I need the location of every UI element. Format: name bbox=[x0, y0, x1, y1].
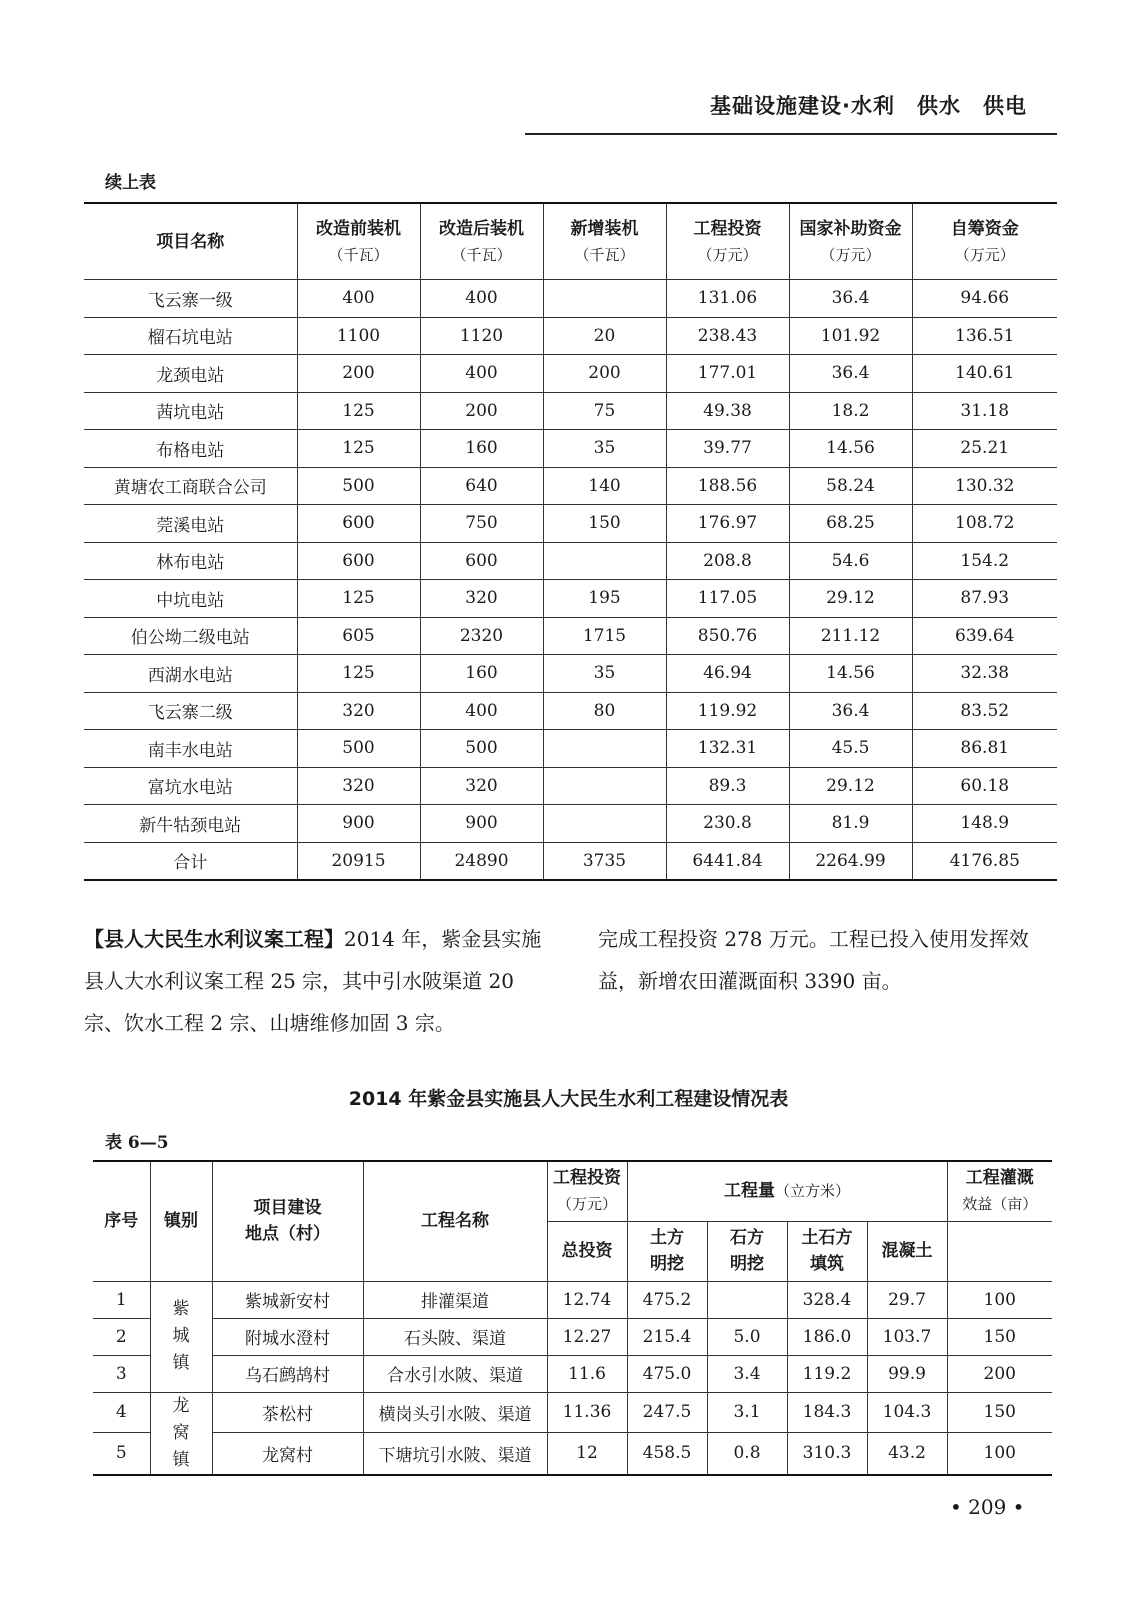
table-header-row bbox=[84, 203, 1057, 280]
table-cell: 160 bbox=[420, 655, 543, 693]
table-cell: 3.4 bbox=[707, 1355, 787, 1392]
table-row bbox=[93, 1318, 1052, 1355]
table-cell: 58.24 bbox=[789, 467, 912, 505]
table-cell: 18.2 bbox=[789, 392, 912, 430]
hydropower-table bbox=[84, 202, 1057, 881]
table-cell: 86.81 bbox=[912, 730, 1057, 768]
table-cell: 0.8 bbox=[707, 1433, 787, 1475]
table-cell: 31.18 bbox=[912, 392, 1057, 430]
table-cell: 茜坑电站 bbox=[84, 392, 297, 430]
table-cell: 94.66 bbox=[912, 280, 1057, 318]
table-cell: 208.8 bbox=[666, 542, 789, 580]
table-cell: 125 bbox=[297, 392, 420, 430]
table-row bbox=[84, 767, 1057, 805]
table-cell: 32.38 bbox=[912, 655, 1057, 693]
table-cell: 5 bbox=[93, 1433, 150, 1475]
table-cell: 104.3 bbox=[867, 1392, 947, 1433]
table-continued-label: 续上表 bbox=[105, 173, 156, 193]
table-row bbox=[84, 617, 1057, 655]
table-row bbox=[84, 505, 1057, 543]
table-row bbox=[93, 1433, 1052, 1475]
table-cell: 125 bbox=[297, 430, 420, 468]
table-cell: 176.97 bbox=[666, 505, 789, 543]
table-cell: 119.92 bbox=[666, 692, 789, 730]
col-header: 镇别 bbox=[150, 1161, 212, 1281]
table-row bbox=[84, 317, 1057, 355]
table-cell: 45.5 bbox=[789, 730, 912, 768]
table-cell: 150 bbox=[543, 505, 666, 543]
col-header: 石方 明挖 bbox=[707, 1221, 787, 1281]
table-cell: 750 bbox=[420, 505, 543, 543]
table-cell: 36.4 bbox=[789, 280, 912, 318]
table-cell: 108.72 bbox=[912, 505, 1057, 543]
table-cell bbox=[543, 542, 666, 580]
table-cell: 400 bbox=[420, 355, 543, 393]
col-header: 改造前装机 （千瓦） bbox=[297, 203, 420, 280]
table-cell: 136.51 bbox=[912, 317, 1057, 355]
table-cell: 850.76 bbox=[666, 617, 789, 655]
table-cell: 328.4 bbox=[787, 1281, 867, 1318]
col-header: 土方 明挖 bbox=[627, 1221, 707, 1281]
table-cell: 195 bbox=[543, 580, 666, 618]
table-row bbox=[84, 542, 1057, 580]
table-cell: 11.6 bbox=[547, 1355, 627, 1392]
table-cell: 林布电站 bbox=[84, 542, 297, 580]
table-cell: 12 bbox=[547, 1433, 627, 1475]
table-cell: 458.5 bbox=[627, 1433, 707, 1475]
table-cell: 1 bbox=[93, 1281, 150, 1318]
table-cell: 900 bbox=[297, 805, 420, 843]
table-cell: 68.25 bbox=[789, 505, 912, 543]
col-header: 混凝土 bbox=[867, 1221, 947, 1281]
table-cell: 3735 bbox=[543, 842, 666, 880]
table-cell: 飞云寨二级 bbox=[84, 692, 297, 730]
water-project-table bbox=[93, 1160, 1052, 1476]
table-cell: 20915 bbox=[297, 842, 420, 880]
table-row bbox=[84, 355, 1057, 393]
table-cell: 横岗头引水陂、渠道 bbox=[363, 1392, 547, 1433]
table-cell: 130.32 bbox=[912, 467, 1057, 505]
paragraph-right: 完成工程投资 278 万元。工程已投入使用发挥效益，新增农田灌溉面积 3390 亩。 bbox=[598, 927, 1029, 993]
table-cell: 1120 bbox=[420, 317, 543, 355]
col-header: 新增装机 （千瓦） bbox=[543, 203, 666, 280]
table-cell: 布格电站 bbox=[84, 430, 297, 468]
table-cell: 富坑水电站 bbox=[84, 767, 297, 805]
table-cell: 600 bbox=[297, 542, 420, 580]
table-cell: 101.92 bbox=[789, 317, 912, 355]
table-cell bbox=[543, 730, 666, 768]
table-cell: 320 bbox=[297, 767, 420, 805]
table-cell: 下塘坑引水陂、渠道 bbox=[363, 1433, 547, 1475]
table-cell: 25.21 bbox=[912, 430, 1057, 468]
col-header: 工程名称 bbox=[363, 1161, 547, 1281]
table-cell: 639.64 bbox=[912, 617, 1057, 655]
table-cell: 排灌渠道 bbox=[363, 1281, 547, 1318]
table-cell: 87.93 bbox=[912, 580, 1057, 618]
table-cell: 119.2 bbox=[787, 1355, 867, 1392]
table-cell bbox=[707, 1281, 787, 1318]
table-cell: 20 bbox=[543, 317, 666, 355]
table-cell: 177.01 bbox=[666, 355, 789, 393]
table-cell: 100 bbox=[947, 1433, 1052, 1475]
table-cell: 186.0 bbox=[787, 1318, 867, 1355]
table-cell: 140.61 bbox=[912, 355, 1057, 393]
col-header: 土石方 填筑 bbox=[787, 1221, 867, 1281]
table-cell: 132.31 bbox=[666, 730, 789, 768]
col-header: 工程投资 （万元） bbox=[666, 203, 789, 280]
table-cell: 龙颈电站 bbox=[84, 355, 297, 393]
table-cell: 南丰水电站 bbox=[84, 730, 297, 768]
table-row bbox=[84, 805, 1057, 843]
table-cell: 2 bbox=[93, 1318, 150, 1355]
table-cell: 46.94 bbox=[666, 655, 789, 693]
table-cell: 80 bbox=[543, 692, 666, 730]
table-cell: 36.4 bbox=[789, 692, 912, 730]
table-cell: 14.56 bbox=[789, 430, 912, 468]
table-row bbox=[93, 1392, 1052, 1433]
table-cell: 150 bbox=[947, 1392, 1052, 1433]
table-cell: 83.52 bbox=[912, 692, 1057, 730]
table-cell: 4 bbox=[93, 1392, 150, 1433]
table-cell: 西湖水电站 bbox=[84, 655, 297, 693]
table-cell: 320 bbox=[297, 692, 420, 730]
table-cell: 24890 bbox=[420, 842, 543, 880]
table-cell: 475.2 bbox=[627, 1281, 707, 1318]
table-cell: 75 bbox=[543, 392, 666, 430]
table-cell: 117.05 bbox=[666, 580, 789, 618]
table-cell: 29.7 bbox=[867, 1281, 947, 1318]
town-cell: 紫 城 镇 bbox=[150, 1281, 212, 1392]
table-cell: 154.2 bbox=[912, 542, 1057, 580]
table-cell: 35 bbox=[543, 655, 666, 693]
table-cell: 400 bbox=[420, 692, 543, 730]
table-cell: 14.56 bbox=[789, 655, 912, 693]
table-cell: 合计 bbox=[84, 842, 297, 880]
table-row bbox=[84, 655, 1057, 693]
table-row bbox=[84, 730, 1057, 768]
table-row bbox=[84, 280, 1057, 318]
table-cell: 12.27 bbox=[547, 1318, 627, 1355]
table-cell: 99.9 bbox=[867, 1355, 947, 1392]
paragraph-left bbox=[84, 918, 549, 1044]
table-cell: 200 bbox=[297, 355, 420, 393]
table-cell: 310.3 bbox=[787, 1433, 867, 1475]
table-row bbox=[93, 1355, 1052, 1392]
table-cell: 乌石鹧鸪村 bbox=[212, 1355, 363, 1392]
table-cell: 200 bbox=[420, 392, 543, 430]
table-row bbox=[84, 430, 1057, 468]
header-rule bbox=[525, 133, 1057, 135]
table-cell: 600 bbox=[297, 505, 420, 543]
table-cell: 49.38 bbox=[666, 392, 789, 430]
paragraph-heading: 【县人大民生水利议案工程】 bbox=[84, 927, 344, 951]
running-header: 基础设施建设·水利 供水 供电 bbox=[710, 94, 1027, 118]
table-cell: 11.36 bbox=[547, 1392, 627, 1433]
table-cell: 29.12 bbox=[789, 580, 912, 618]
table-cell: 400 bbox=[420, 280, 543, 318]
table-title: 2014 年紫金县实施县人大民生水利工程建设情况表 bbox=[348, 1088, 789, 1110]
table-cell: 35 bbox=[543, 430, 666, 468]
col-header: 工程量（立方米） bbox=[627, 1161, 947, 1221]
table-cell: 莞溪电站 bbox=[84, 505, 297, 543]
col-header bbox=[947, 1221, 1052, 1281]
table-cell: 103.7 bbox=[867, 1318, 947, 1355]
col-header: 国家补助资金 （万元） bbox=[789, 203, 912, 280]
table-cell: 12.74 bbox=[547, 1281, 627, 1318]
table-cell: 2320 bbox=[420, 617, 543, 655]
table-row bbox=[84, 692, 1057, 730]
table-cell: 黄塘农工商联合公司 bbox=[84, 467, 297, 505]
table-cell: 89.3 bbox=[666, 767, 789, 805]
paragraph-text: 2014 年，紫金县实施县人大水利议案工程 25 宗，其中引水陂渠道 20 宗、饮水工程 2 宗、山塘维修加固 3 宗。 bbox=[84, 927, 542, 1035]
table-cell: 125 bbox=[297, 655, 420, 693]
table-cell: 中坑电站 bbox=[84, 580, 297, 618]
table-row bbox=[93, 1281, 1052, 1318]
table-cell: 131.06 bbox=[666, 280, 789, 318]
col-header: 项目名称 bbox=[84, 203, 297, 280]
table-header-row bbox=[93, 1161, 1052, 1221]
table-cell: 238.43 bbox=[666, 317, 789, 355]
col-header: 改造后装机 （千瓦） bbox=[420, 203, 543, 280]
col-header: 工程灌溉 效益（亩） bbox=[947, 1161, 1052, 1221]
table-cell: 500 bbox=[297, 467, 420, 505]
table-cell: 500 bbox=[420, 730, 543, 768]
page-number: • 209 • bbox=[950, 1495, 1025, 1519]
table-cell: 605 bbox=[297, 617, 420, 655]
table-cell: 龙窝村 bbox=[212, 1433, 363, 1475]
table-cell: 160 bbox=[420, 430, 543, 468]
table-cell: 215.4 bbox=[627, 1318, 707, 1355]
table-cell: 500 bbox=[297, 730, 420, 768]
table-cell: 3 bbox=[93, 1355, 150, 1392]
table-cell: 39.77 bbox=[666, 430, 789, 468]
col-header: 工程投资 （万元） bbox=[547, 1161, 627, 1221]
table-cell: 600 bbox=[420, 542, 543, 580]
table-row bbox=[84, 467, 1057, 505]
table-cell: 飞云寨一级 bbox=[84, 280, 297, 318]
col-header: 项目建设 地点（村） bbox=[212, 1161, 363, 1281]
table-cell: 附城水澄村 bbox=[212, 1318, 363, 1355]
table-cell: 125 bbox=[297, 580, 420, 618]
table-cell: 140 bbox=[543, 467, 666, 505]
town-cell: 龙 窝 镇 bbox=[150, 1392, 212, 1475]
table-cell bbox=[543, 280, 666, 318]
table-cell: 1100 bbox=[297, 317, 420, 355]
table-number: 表 6—5 bbox=[105, 1133, 169, 1153]
table-cell: 100 bbox=[947, 1281, 1052, 1318]
table-cell: 1715 bbox=[543, 617, 666, 655]
table-cell: 184.3 bbox=[787, 1392, 867, 1433]
table-cell: 148.9 bbox=[912, 805, 1057, 843]
table-cell bbox=[543, 767, 666, 805]
table-cell: 150 bbox=[947, 1318, 1052, 1355]
table-cell: 54.6 bbox=[789, 542, 912, 580]
col-header: 序号 bbox=[93, 1161, 150, 1281]
table-cell: 新牛牯颈电站 bbox=[84, 805, 297, 843]
table-cell: 43.2 bbox=[867, 1433, 947, 1475]
table-cell: 81.9 bbox=[789, 805, 912, 843]
table-cell: 247.5 bbox=[627, 1392, 707, 1433]
table-cell: 230.8 bbox=[666, 805, 789, 843]
table-cell: 200 bbox=[543, 355, 666, 393]
table-cell: 榴石坑电站 bbox=[84, 317, 297, 355]
table-cell: 475.0 bbox=[627, 1355, 707, 1392]
table-row bbox=[84, 392, 1057, 430]
table-cell: 伯公坳二级电站 bbox=[84, 617, 297, 655]
table-cell: 900 bbox=[420, 805, 543, 843]
table-row bbox=[84, 580, 1057, 618]
table-cell: 石头陂、渠道 bbox=[363, 1318, 547, 1355]
table-cell: 3.1 bbox=[707, 1392, 787, 1433]
table-cell: 4176.85 bbox=[912, 842, 1057, 880]
table-cell: 茶松村 bbox=[212, 1392, 363, 1433]
table-cell: 6441.84 bbox=[666, 842, 789, 880]
table-cell: 188.56 bbox=[666, 467, 789, 505]
table-cell: 320 bbox=[420, 767, 543, 805]
table-cell: 320 bbox=[420, 580, 543, 618]
total-row bbox=[84, 842, 1057, 880]
table-cell: 5.0 bbox=[707, 1318, 787, 1355]
table-cell bbox=[543, 805, 666, 843]
table-cell: 合水引水陂、渠道 bbox=[363, 1355, 547, 1392]
table-cell: 2264.99 bbox=[789, 842, 912, 880]
table-cell: 211.12 bbox=[789, 617, 912, 655]
col-header: 总投资 bbox=[547, 1221, 627, 1281]
table-cell: 紫城新安村 bbox=[212, 1281, 363, 1318]
table-cell: 36.4 bbox=[789, 355, 912, 393]
table-cell: 60.18 bbox=[912, 767, 1057, 805]
table-cell: 29.12 bbox=[789, 767, 912, 805]
col-header: 自筹资金 （万元） bbox=[912, 203, 1057, 280]
table-cell: 200 bbox=[947, 1355, 1052, 1392]
table-cell: 400 bbox=[297, 280, 420, 318]
table-cell: 640 bbox=[420, 467, 543, 505]
